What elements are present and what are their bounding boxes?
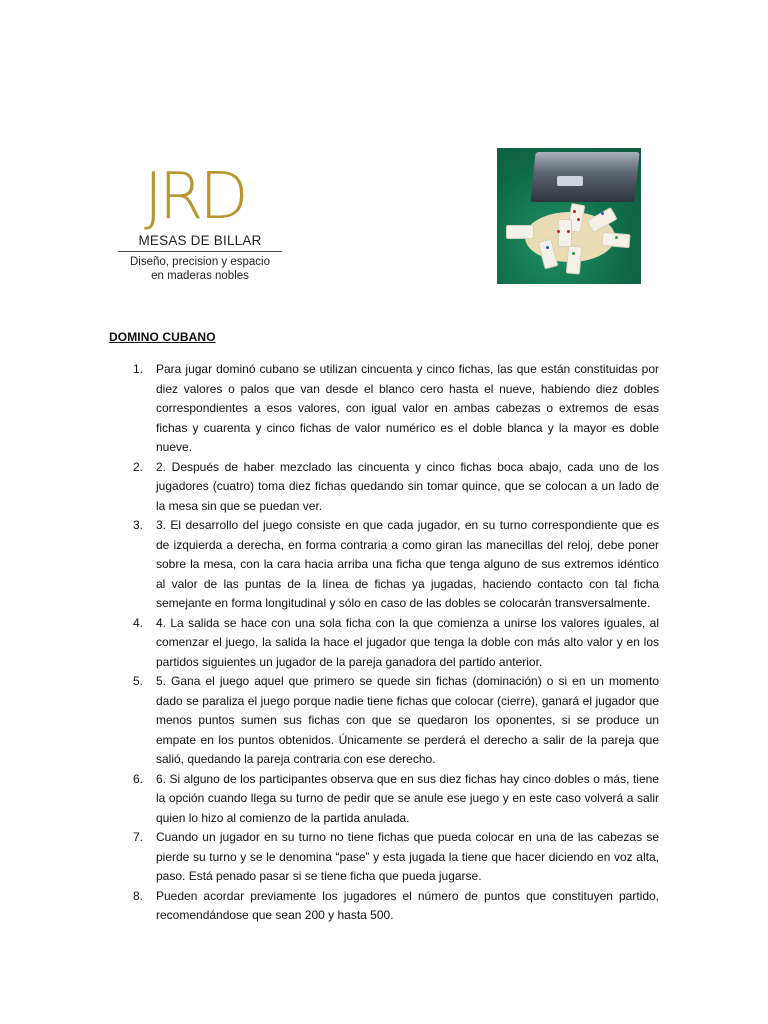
- list-item: [110, 614, 659, 673]
- list-item-number: 7.: [133, 830, 144, 844]
- list-item-text: 5. Gana el juego aquel que primero se quede sin fichas (dominación) o si en un momento dado se paraliza el juego porque nadie tiene fichas que colocar (cierre), ganará el jugador que menos puntos sumen sus fichas con que se quedaron los oponentes, si se produce un empate en los puntos obtenidos. Únicamente se perderá el derecho a salir de la pareja que salió, quedando la pareja contraria con ese derecho.: [156, 674, 659, 766]
- list-item: [110, 360, 659, 458]
- list-item-number: 6.: [133, 771, 144, 786]
- domino-pip: [567, 230, 570, 233]
- logo-brand: JRD: [144, 160, 245, 234]
- list-item: [110, 770, 659, 829]
- list-item-number: 8.: [133, 888, 144, 903]
- domino-tile: [558, 219, 572, 247]
- company-logo: [116, 160, 284, 285]
- list-item-number: 5.: [133, 674, 144, 688]
- list-item-number: 1.: [133, 362, 144, 376]
- list-item-text: 3. El desarrollo del juego consiste en que cada jugador, en su turno correspondiente que es de izquierda a derecha, en forma contraria a como giran las manecillas del reloj, debe poner sobre la mesa, con la cara hacia arriba una ficha que tenga alguno de sus extremos idéntico al valor de las puntas de la línea de fichas ya jugadas, haciendo contacto con tal ficha semejante en forma longitudinal y sólo en caso de las dobles se colocarán transversalmente.: [156, 518, 659, 610]
- domino-pip: [577, 218, 580, 221]
- list-item-text: 2. Después de haber mezclado las cincuenta y cinco fichas boca abajo, cada uno de los jugadores (cuatro) toma diez fichas quedando sin tomar quince, que se colocan a un lado de la mesa sin que se puedan ver.: [156, 459, 659, 513]
- list-item-number: 2.: [133, 459, 144, 474]
- list-item: [110, 887, 659, 926]
- domino-pip: [557, 230, 560, 233]
- domino-tile: [566, 245, 582, 274]
- rules-list: [110, 360, 659, 926]
- list-item: [110, 516, 659, 614]
- domino-tile: [601, 232, 630, 248]
- list-item-number: 3.: [133, 518, 144, 532]
- list-item-text: Cuando un jugador en su turno no tiene fichas que pueda colocar en una de las cabezas se pierde su turno y se le denomina “pase” y esta jugada la tiene que hacer diciendo en voz alta, paso. Está penado pasar si se tiene ficha que pueda jugarse.: [156, 830, 659, 883]
- logo-divider: [118, 251, 282, 252]
- domino-tile: [506, 225, 534, 239]
- list-item: [110, 672, 659, 770]
- domino-pip: [546, 246, 549, 249]
- list-item: [110, 828, 659, 887]
- logo-tagline: [116, 255, 284, 283]
- domino-set-photo: [497, 148, 641, 284]
- list-item-text: 4. La salida se hace con una sola ficha con la que comienza a unirse los valores iguales, al comenzar el juego, la salida la hace el jugador que tenga la doble con más alto valor y en los partidos siguientes un jugador de la pareja ganadora del partido anterior.: [156, 615, 659, 669]
- domino-box-label: [557, 176, 583, 186]
- domino-pip: [573, 210, 576, 213]
- domino-pip: [601, 212, 604, 215]
- list-item-text: Pueden acordar previamente los jugadores el número de puntos que constituyen partido, recomendándose que sean 200 y hasta 500.: [156, 888, 659, 922]
- list-item: [110, 458, 659, 517]
- list-item-text: Para jugar dominó cubano se utilizan cincuenta y cinco fichas, las que están constituidas por diez valores o palos que van desde el blanco cero hasta el nueve, habiendo diez dobles correspondientes a esos valores, con igual valor en ambas cabezas o extremos de esas fichas y cuarenta y cinco fichas de valor numérico es el doble blanca y la mayor es doble nueve.: [156, 362, 659, 454]
- page-title: DOMINO CUBANO: [109, 330, 216, 344]
- logo-subtitle: MESAS DE BILLAR: [138, 233, 262, 248]
- list-item-number: 4.: [133, 615, 144, 630]
- logo-tagline-line-1: Diseño, precision y espacio: [130, 256, 270, 268]
- domino-box: [530, 152, 639, 202]
- logo-tagline-line-2: en maderas nobles: [151, 270, 249, 282]
- domino-pip: [572, 252, 575, 255]
- domino-pip: [615, 236, 618, 239]
- list-item-text: 6. Si alguno de los participantes observa que en sus diez fichas hay cinco dobles o más, tiene la opción cuando llega su turno de pedir que se anule ese juego y en este caso volverá a salir quien lo hizo al comienzo de la partida anulada.: [156, 771, 659, 825]
